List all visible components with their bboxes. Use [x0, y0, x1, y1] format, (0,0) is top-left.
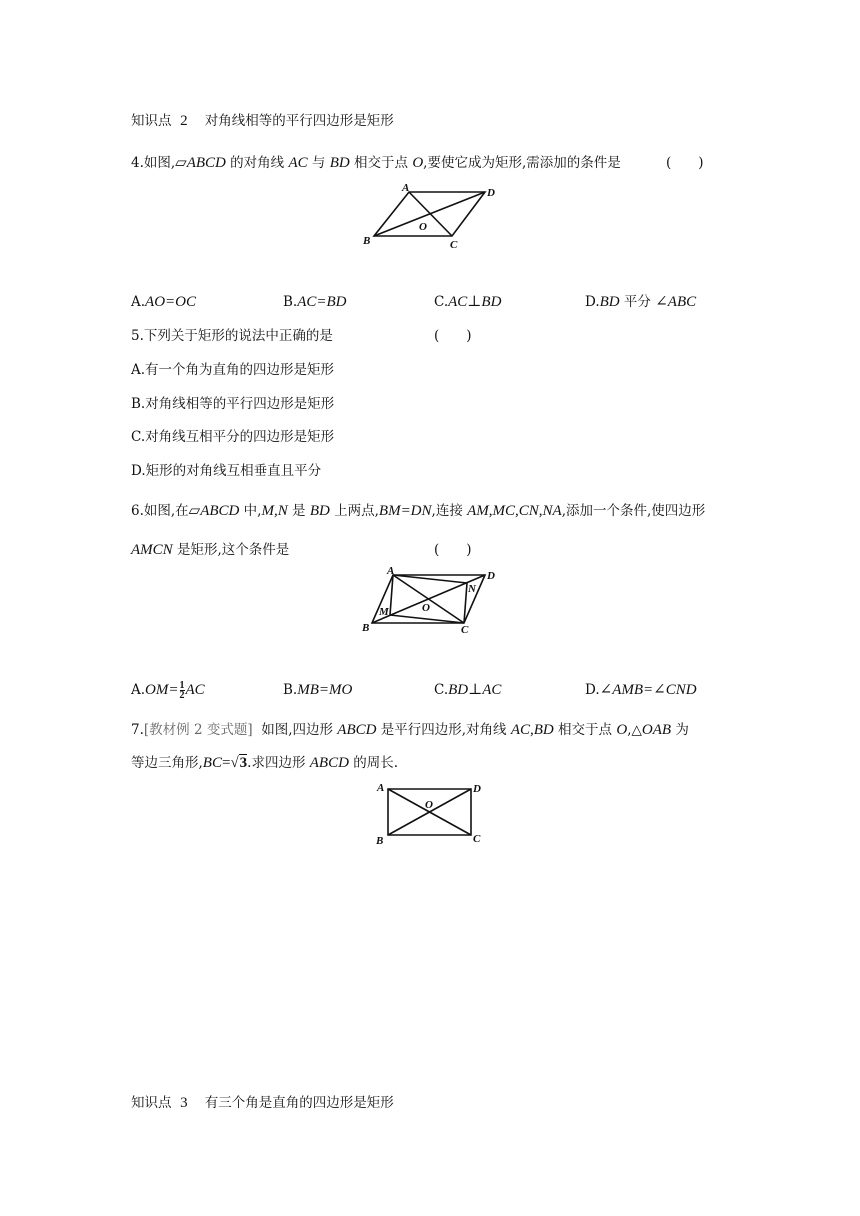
q4-choice-d [585, 293, 696, 311]
q5-option-a: A.有一个角为直角的四边形是矩形 [131, 362, 335, 378]
q4-text: 的对角线 [225, 155, 289, 171]
choice-letter: C. [434, 682, 449, 698]
q6-text: 中, [239, 503, 262, 519]
q6-label-m: M [379, 606, 389, 618]
q4-text: ,要使它成为矩形,需添加的条件是 [423, 155, 621, 171]
q7-term: AC,BD [510, 722, 554, 738]
choice-text: OM= [145, 682, 179, 698]
sqrt-symbol: √ [230, 755, 239, 771]
q7-label-b: B [376, 835, 384, 847]
question-7-stem [131, 721, 689, 739]
q6-term: AM,MC,CN,NA [467, 503, 562, 519]
q4-label-d: D [487, 187, 495, 199]
q5-option-b: B.对角线相等的平行四边形是矩形 [131, 396, 335, 412]
q6-parallelogram: ▱ABCD [188, 503, 240, 519]
choice-letter: B. [283, 294, 298, 310]
choice-text: MB=MO [297, 682, 353, 698]
choice-letter: B. [283, 682, 298, 698]
q7-term: BC [202, 755, 222, 771]
q6-term: BM=DN [378, 503, 432, 519]
q4-term: O [412, 155, 424, 171]
q6-label-a: A [387, 565, 395, 577]
section-heading-2 [131, 112, 394, 130]
q6-text: 是矩形,这个条件是 [172, 542, 290, 558]
question-5-stem: 5.下列关于矩形的说法中正确的是 [131, 328, 333, 344]
q7-text: 的周长. [348, 755, 399, 771]
q7-text: 为 [671, 722, 689, 738]
q6-answer-paren: ( ) [434, 542, 472, 558]
choice-text: BD [599, 294, 620, 310]
q7-figure [372, 780, 492, 850]
choice-letter: D. [585, 294, 600, 310]
q6-text: 上两点, [329, 503, 379, 519]
q6-choice-d [585, 681, 697, 699]
q6-text: 是 [287, 503, 310, 519]
fraction-denominator: 2 [179, 690, 185, 701]
q6-choice-a [131, 681, 205, 700]
q7-label-o: O [425, 799, 433, 811]
question-6-stem-line2 [131, 541, 289, 559]
q7-text: ,△ [627, 722, 642, 738]
q6-term: M,N [261, 503, 288, 519]
question-4-stem [131, 154, 621, 172]
q7-text: 如图,四边形 [252, 722, 338, 738]
sqrt-radicand: 3 [239, 755, 248, 771]
q7-text: .求四边形 [247, 755, 310, 771]
choice-letter: D. [585, 682, 600, 698]
choice-text: AC=BD [297, 294, 347, 310]
q4-term: AC [288, 155, 308, 171]
q6-text: ,连接 [431, 503, 468, 519]
q7-label-d: D [473, 783, 481, 795]
choice-text: 平分 [619, 294, 656, 310]
section-title: 对角线相等的平行四边形是矩形 [204, 113, 394, 129]
q7-term: O [616, 722, 628, 738]
q5-option-d: D.矩形的对角线互相垂直且平分 [131, 463, 322, 479]
q7-equals: = [221, 755, 231, 771]
q7-source-tag: [教材例 2 变式题] [143, 722, 253, 738]
q7-text: 相交于点 [553, 722, 617, 738]
q6-label-d: D [487, 570, 495, 582]
choice-letter: A. [131, 682, 146, 698]
q4-label-a: A [402, 182, 410, 194]
q4-label-b: B [363, 235, 371, 247]
q4-choice-c [434, 293, 501, 311]
q6-choice-c [434, 681, 501, 699]
q7-term: OAB [641, 722, 672, 738]
q6-label-c: C [461, 624, 469, 636]
choice-letter: A. [131, 294, 146, 310]
q6-text: 6.如图,在 [131, 503, 189, 519]
fraction-numerator: 1 [179, 680, 185, 691]
q6-choice-b [283, 681, 352, 699]
section-number: 2 [180, 113, 188, 129]
q6-label-n: N [468, 583, 476, 595]
q7-label-c: C [473, 833, 481, 845]
question-6-stem [131, 502, 705, 520]
q5-option-c: C.对角线互相平分的四边形是矩形 [131, 429, 335, 445]
q4-text: 4.如图, [131, 155, 176, 171]
choice-text: AO=OC [145, 294, 197, 310]
q4-label-c: C [450, 239, 458, 251]
q6-term: BD [309, 503, 330, 519]
choice-text: ∠ABC [655, 294, 697, 310]
q4-figure [360, 184, 500, 254]
q7-label-a: A [377, 782, 385, 794]
q6-term: AMCN [131, 542, 173, 558]
q5-answer-paren: ( ) [434, 328, 472, 344]
q6-figure [360, 565, 510, 637]
choice-letter: C. [434, 294, 449, 310]
q7-term: ABCD [309, 755, 349, 771]
section-heading-3 [131, 1094, 394, 1112]
q7-term: ABCD [337, 722, 377, 738]
q7-number: 7. [131, 722, 144, 738]
section-title: 有三个角是直角的四边形是矩形 [204, 1095, 394, 1111]
sqrt-expression [230, 754, 247, 771]
q7-text: 等边三角形, [131, 755, 203, 771]
q4-label-o: O [419, 221, 427, 233]
q4-choice-a [131, 293, 196, 311]
q4-parallelogram: ▱ABCD [175, 155, 226, 171]
q4-answer-paren: ( ) [666, 155, 704, 171]
section-label: 知识点 [131, 1095, 172, 1111]
choice-text: BD⊥AC [448, 682, 502, 698]
q4-text: 与 [307, 155, 330, 171]
q4-term: BD [329, 155, 350, 171]
section-number: 3 [180, 1095, 188, 1111]
q4-choice-b [283, 293, 347, 311]
q6-text: ,添加一个条件,使四边形 [561, 503, 706, 519]
choice-text: AC [185, 682, 205, 698]
q4-text: 相交于点 [349, 155, 413, 171]
question-7-stem-line2 [131, 754, 398, 772]
section-label: 知识点 [131, 113, 172, 129]
choice-text: ∠AMB=∠CND [599, 682, 697, 698]
q7-text: 是平行四边形,对角线 [376, 722, 511, 738]
choice-text: AC⊥BD [448, 294, 502, 310]
q6-label-o: O [422, 602, 430, 614]
fraction-half [180, 681, 185, 700]
q6-label-b: B [362, 622, 370, 634]
